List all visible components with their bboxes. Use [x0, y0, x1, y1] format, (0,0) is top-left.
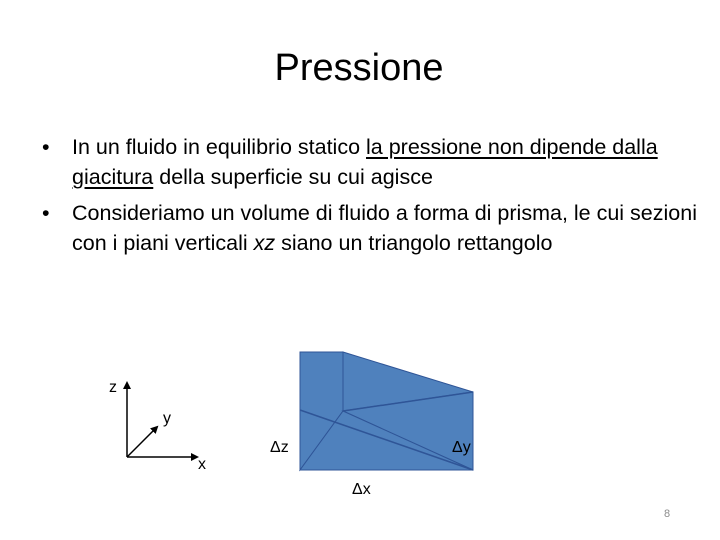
bullet-text-underlined: la pressione non dipende dalla giacitura [72, 135, 658, 189]
bullet-icon: • [42, 201, 50, 225]
slide-title: Pressione [274, 47, 444, 89]
bullet-text-pre: In un fluido in equilibrio statico [72, 135, 367, 159]
page-number: 8 [664, 508, 671, 520]
prism-label-dy: Δy [452, 439, 471, 456]
axis-label-x: x [198, 456, 206, 473]
axes-icon [127, 383, 197, 457]
axis-label-z: z [109, 379, 117, 396]
bullet-text-post: siano un triangolo rettangolo [275, 231, 553, 255]
y-axis [127, 427, 157, 457]
bullet-text-post: della superficie su cui agisce [153, 165, 433, 189]
prism-label-dx: Δx [352, 481, 371, 498]
axis-label-y: y [163, 410, 171, 427]
bullet-text-italic: xz [253, 231, 276, 255]
prism-shape [300, 352, 473, 470]
bullet-icon: • [42, 135, 50, 159]
bullet-text-pre: Consideriamo un volume di fluido a forma di prisma, le cui sezioni con i piani verticali [72, 201, 697, 255]
prism-label-dz: Δz [270, 439, 289, 456]
